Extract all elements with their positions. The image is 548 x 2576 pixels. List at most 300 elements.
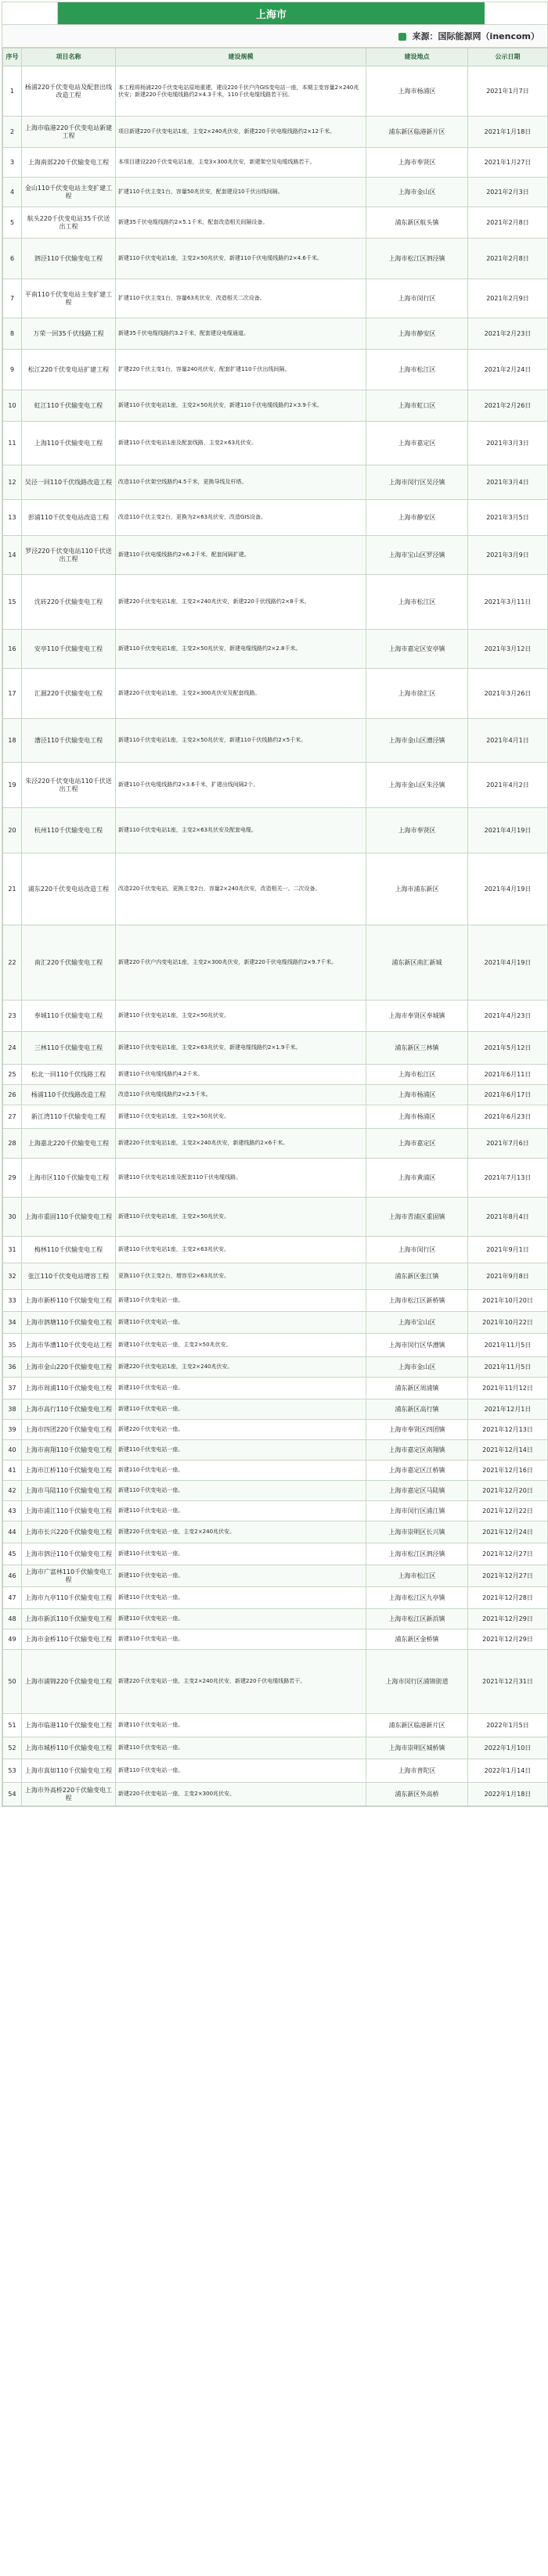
row-num-cell: 40	[3, 1440, 22, 1460]
row-name-cell: 上海市重固110千伏输变电工程	[22, 1198, 116, 1237]
row-loc-cell: 上海市徐汇区	[366, 669, 468, 719]
row-num-cell: 29	[3, 1159, 22, 1198]
row-name-cell: 三林110千伏输变电工程	[22, 1032, 116, 1065]
row-loc-cell: 上海市嘉定区	[366, 422, 468, 465]
row-name-cell: 上海市长兴220千伏输变电工程	[22, 1522, 116, 1543]
source-logo-icon	[398, 33, 406, 41]
row-date-cell: 2021年9月1日	[468, 1237, 548, 1263]
row-desc-cell: 本项目建设220千伏变电站1座，主变3×300兆伏安，新建架空及电缆线路若干。	[116, 148, 366, 178]
row-num-cell: 42	[3, 1481, 22, 1501]
row-date-cell: 2021年11月5日	[468, 1357, 548, 1378]
row-desc-cell: 新建110千伏变电站一座。	[116, 1440, 366, 1460]
row-name-cell: 浦东220千伏变电站改造工程	[22, 853, 116, 925]
row-desc-cell: 扩建110千伏主变1台，容量63兆伏安，改造相关二次设备。	[116, 279, 366, 318]
row-desc-cell: 改造110千伏电缆线路约2×2.5千米。	[116, 1085, 366, 1105]
row-date-cell: 2021年4月2日	[468, 763, 548, 808]
row-name-cell: 朱泾220千伏变电站110千伏送出工程	[22, 763, 116, 808]
row-desc-cell: 新建220千伏变电站一座，主变2×240兆伏安，新建220千伏电缆线路若干。	[116, 1650, 366, 1714]
row-name-cell: 上海市区110千伏输变电工程	[22, 1159, 116, 1198]
row-date-cell: 2021年3月12日	[468, 630, 548, 669]
row-desc-cell: 新建110千伏变电站1座，主变2×63兆伏安及配套电缆。	[116, 808, 366, 853]
col-header-num: 序号	[3, 49, 22, 66]
row-desc-cell: 新建110千伏变电站一座。	[116, 1565, 366, 1587]
row-name-cell: 上海市高行110千伏输变电工程	[22, 1399, 116, 1420]
row-desc-cell: 新建110千伏变电站1座，主变2×50兆伏安，新建电缆线路约2×2.8千米。	[116, 630, 366, 669]
table-row	[3, 1085, 548, 1105]
table-row	[3, 239, 548, 279]
row-name-cell: 金山110千伏变电站主变扩建工程	[22, 178, 116, 207]
row-name-cell: 罗泾220千伏变电站110千伏送出工程	[22, 536, 116, 575]
row-date-cell: 2021年10月22日	[468, 1312, 548, 1334]
row-name-cell: 沈砖220千伏输变电工程	[22, 575, 116, 630]
row-name-cell: 新江湾110千伏输变电工程	[22, 1105, 116, 1129]
row-desc-cell: 新建110千伏变电站一座。	[116, 1759, 366, 1783]
row-name-cell: 杨浦110千伏线路改造工程	[22, 1085, 116, 1105]
row-date-cell: 2022年1月5日	[468, 1714, 548, 1737]
row-desc-cell: 新建110千伏变电站1座，主变2×63兆伏安，新建电缆线路约2×1.9千米。	[116, 1032, 366, 1065]
row-desc-cell: 新建110千伏变电站一座，主变2×50兆伏安。	[116, 1334, 366, 1357]
table-row	[3, 763, 548, 808]
row-name-cell: 上海市真如110千伏输变电工程	[22, 1759, 116, 1783]
row-desc-cell: 新建220千伏户内变电站1座，主变2×300兆伏安，新建220千伏电缆线路约2×9.7千米。	[116, 925, 366, 1001]
row-loc-cell: 上海市金山区朱泾镇	[366, 763, 468, 808]
header-bar	[2, 2, 547, 25]
row-date-cell: 2021年2月8日	[468, 207, 548, 239]
row-date-cell: 2021年2月26日	[468, 390, 548, 422]
row-num-cell: 35	[3, 1334, 22, 1357]
row-loc-cell: 上海市闵行区浦江镇	[366, 1501, 468, 1522]
table-row	[3, 1357, 548, 1378]
row-date-cell: 2021年6月11日	[468, 1065, 548, 1085]
row-num-cell: 34	[3, 1312, 22, 1334]
col-header-loc: 建设地点	[366, 49, 468, 66]
row-name-cell: 平南110千伏变电站主变扩建工程	[22, 279, 116, 318]
row-date-cell: 2022年1月18日	[468, 1783, 548, 1806]
row-desc-cell: 新建110千伏电缆线路约2×6.2千米，配套间隔扩建。	[116, 536, 366, 575]
row-name-cell: 安亭110千伏输变电工程	[22, 630, 116, 669]
row-name-cell: 松江220千伏变电站扩建工程	[22, 350, 116, 390]
row-loc-cell: 上海市松江区泗泾镇	[366, 1543, 468, 1565]
row-date-cell: 2021年8月4日	[468, 1198, 548, 1237]
row-date-cell: 2021年12月22日	[468, 1501, 548, 1522]
table-row	[3, 1522, 548, 1543]
row-date-cell: 2021年5月12日	[468, 1032, 548, 1065]
row-name-cell: 上海110千伏输变电工程	[22, 422, 116, 465]
row-desc-cell: 新建220千伏变电站1座，主变2×240兆伏安。	[116, 1357, 366, 1378]
table-row	[3, 1105, 548, 1129]
row-desc-cell: 新建110千伏变电站1座，主变2×50兆伏安，新建110千伏线路约2×5千米。	[116, 719, 366, 763]
row-name-cell: 梅林110千伏输变电工程	[22, 1237, 116, 1263]
row-desc-cell: 新建110千伏变电站1座，主变2×50兆伏安，新建110千伏电缆线路约2×4.6千米。	[116, 239, 366, 279]
row-desc-cell: 新建110千伏电缆线路约4.2千米。	[116, 1065, 366, 1085]
table-row	[3, 1759, 548, 1783]
row-num-cell: 39	[3, 1420, 22, 1440]
row-date-cell: 2021年1月18日	[468, 117, 548, 148]
row-desc-cell: 新建110千伏变电站一座。	[116, 1737, 366, 1759]
row-desc-cell: 新建110千伏变电站1座及配套110千伏电缆线路。	[116, 1159, 366, 1198]
row-date-cell: 2021年2月23日	[468, 318, 548, 350]
row-num-cell: 10	[3, 390, 22, 422]
row-num-cell: 17	[3, 669, 22, 719]
row-name-cell: 上海市泗泾110千伏输变电工程	[22, 1543, 116, 1565]
row-loc-cell: 上海市嘉定区江桥镇	[366, 1460, 468, 1481]
row-name-cell: 张江110千伏变电站增容工程	[22, 1263, 116, 1290]
row-loc-cell: 浦东新区航头镇	[366, 207, 468, 239]
table-row	[3, 1065, 548, 1085]
row-name-cell: 航头220千伏变电站35千伏送出工程	[22, 207, 116, 239]
row-desc-cell: 新建110千伏变电站一座。	[116, 1481, 366, 1501]
row-loc-cell: 浦东新区临港新片区	[366, 1714, 468, 1737]
row-date-cell: 2021年3月11日	[468, 575, 548, 630]
table-row	[3, 1198, 548, 1237]
row-desc-cell: 新建110千伏变电站一座。	[116, 1290, 366, 1312]
row-date-cell: 2021年3月26日	[468, 669, 548, 719]
row-num-cell: 9	[3, 350, 22, 390]
row-loc-cell: 上海市金山区漕泾镇	[366, 719, 468, 763]
table-row	[3, 1565, 548, 1587]
row-num-cell: 21	[3, 853, 22, 925]
row-loc-cell: 上海市闵行区吴泾镇	[366, 465, 468, 500]
row-desc-cell: 新建35千伏电缆线路约2×5.1千米，配套改造相关间隔设备。	[116, 207, 366, 239]
row-date-cell: 2021年4月19日	[468, 808, 548, 853]
row-date-cell: 2021年2月8日	[468, 239, 548, 279]
table-row	[3, 536, 548, 575]
table-row	[3, 279, 548, 318]
row-desc-cell: 新建110千伏变电站一座。	[116, 1501, 366, 1522]
row-date-cell: 2021年12月24日	[468, 1522, 548, 1543]
row-name-cell: 上海市四团220千伏输变电工程	[22, 1420, 116, 1440]
table-row	[3, 1609, 548, 1629]
row-loc-cell: 上海市闵行区华漕镇	[366, 1334, 468, 1357]
table-row	[3, 148, 548, 178]
row-loc-cell: 上海市闵行区	[366, 279, 468, 318]
table-row	[3, 318, 548, 350]
row-date-cell: 2021年12月29日	[468, 1629, 548, 1650]
row-num-cell: 36	[3, 1357, 22, 1378]
row-name-cell: 上海市广富林110千伏输变电工程	[22, 1565, 116, 1587]
row-num-cell: 6	[3, 239, 22, 279]
row-num-cell: 18	[3, 719, 22, 763]
row-date-cell: 2021年12月16日	[468, 1460, 548, 1481]
table-row	[3, 1399, 548, 1420]
row-name-cell: 上海市临港110千伏输变电工程	[22, 1714, 116, 1737]
row-num-cell: 46	[3, 1565, 22, 1587]
row-date-cell: 2021年6月23日	[468, 1105, 548, 1129]
row-num-cell: 5	[3, 207, 22, 239]
row-num-cell: 12	[3, 465, 22, 500]
row-num-cell: 24	[3, 1032, 22, 1065]
row-num-cell: 41	[3, 1460, 22, 1481]
row-date-cell: 2021年4月19日	[468, 853, 548, 925]
row-name-cell: 杨浦220千伏变电站及配套出线改造工程	[22, 66, 116, 117]
row-desc-cell: 改造110千伏架空线路约4.5千米，更换导线及杆塔。	[116, 465, 366, 500]
row-desc-cell: 新建220千伏变电站一座。	[116, 1420, 366, 1440]
row-desc-cell: 扩建220千伏主变1台，容量240兆伏安，配套扩建110千伏出线间隔。	[116, 350, 366, 390]
row-name-cell: 上海市新浜110千伏输变电工程	[22, 1609, 116, 1629]
row-loc-cell: 浦东新区高行镇	[366, 1399, 468, 1420]
table-row	[3, 1440, 548, 1460]
table-row	[3, 669, 548, 719]
row-loc-cell: 上海市松江区九亭镇	[366, 1587, 468, 1609]
row-num-cell: 26	[3, 1085, 22, 1105]
row-date-cell: 2021年3月9日	[468, 536, 548, 575]
row-date-cell: 2021年11月12日	[468, 1378, 548, 1399]
row-date-cell: 2021年10月20日	[468, 1290, 548, 1312]
row-loc-cell: 上海市嘉定区安亭镇	[366, 630, 468, 669]
row-desc-cell: 新建110千伏变电站一座。	[116, 1378, 366, 1399]
row-num-cell: 23	[3, 1001, 22, 1032]
row-desc-cell: 本工程将杨浦220千伏变电站原地重建，建设220千伏户内GIS变电站一座，本期主变容量2×240兆伏安；新建220千伏电缆线路约2×4.3千米，110千伏电缆线路若干回。	[116, 66, 366, 117]
row-desc-cell: 新建220千伏变电站1座，主变2×300兆伏安及配套线路。	[116, 669, 366, 719]
col-header-name: 项目名称	[22, 49, 116, 66]
table-row	[3, 1378, 548, 1399]
row-desc-cell: 新建110千伏变电站一座。	[116, 1714, 366, 1737]
table-row	[3, 1714, 548, 1737]
table-row	[3, 1263, 548, 1290]
row-loc-cell: 上海市金山区	[366, 178, 468, 207]
table-row	[3, 630, 548, 669]
row-desc-cell: 新建110千伏变电站一座。	[116, 1609, 366, 1629]
row-loc-cell: 上海市黄浦区	[366, 1159, 468, 1198]
row-date-cell: 2021年1月7日	[468, 66, 548, 117]
table-row	[3, 1501, 548, 1522]
table-row	[3, 853, 548, 925]
table-row	[3, 1159, 548, 1198]
row-loc-cell: 上海市嘉定区	[366, 1129, 468, 1159]
row-loc-cell: 浦东新区周浦镇	[366, 1378, 468, 1399]
row-loc-cell: 上海市奉贤区	[366, 808, 468, 853]
row-loc-cell: 上海市普陀区	[366, 1759, 468, 1783]
row-desc-cell: 新建110千伏变电站1座，主变2×50兆伏安。	[116, 1001, 366, 1032]
row-num-cell: 52	[3, 1737, 22, 1759]
page-title: 上海市	[58, 2, 485, 24]
row-loc-cell: 上海市松江区	[366, 575, 468, 630]
row-num-cell: 25	[3, 1065, 22, 1085]
row-desc-cell: 新建220千伏变电站1座，主变2×240兆伏安，新建220千伏线路约2×8千米。	[116, 575, 366, 630]
row-date-cell: 2021年12月27日	[468, 1565, 548, 1587]
row-num-cell: 33	[3, 1290, 22, 1312]
table-row	[3, 1481, 548, 1501]
row-loc-cell: 上海市松江区新浜镇	[366, 1609, 468, 1629]
table-row	[3, 719, 548, 763]
row-desc-cell: 扩建110千伏主变1台，容量50兆伏安，配套建设10千伏出线间隔。	[116, 178, 366, 207]
table-row	[3, 350, 548, 390]
row-desc-cell: 新建110千伏变电站1座，主变2×50兆伏安。	[116, 1105, 366, 1129]
row-desc-cell: 新建110千伏变电站一座。	[116, 1629, 366, 1650]
row-num-cell: 45	[3, 1543, 22, 1565]
row-loc-cell: 浦东新区金桥镇	[366, 1629, 468, 1650]
table-row	[3, 1312, 548, 1334]
row-desc-cell: 新建110千伏变电站一座。	[116, 1587, 366, 1609]
row-loc-cell: 上海市崇明区城桥镇	[366, 1737, 468, 1759]
row-date-cell: 2021年2月3日	[468, 178, 548, 207]
row-loc-cell: 上海市静安区	[366, 318, 468, 350]
table-row	[3, 1460, 548, 1481]
row-num-cell: 20	[3, 808, 22, 853]
row-date-cell: 2021年7月13日	[468, 1159, 548, 1198]
row-num-cell: 30	[3, 1198, 22, 1237]
row-date-cell: 2021年12月27日	[468, 1543, 548, 1565]
row-desc-cell: 更换110千伏主变2台，增容至2×63兆伏安。	[116, 1263, 366, 1290]
row-loc-cell: 上海市浦东新区	[366, 853, 468, 925]
table-row	[3, 178, 548, 207]
row-desc-cell: 新建220千伏变电站一座，主变2×300兆伏安。	[116, 1783, 366, 1806]
row-desc-cell: 新建110千伏变电站1座，主变2×50兆伏安。	[116, 1198, 366, 1237]
row-name-cell: 上海市城桥110千伏输变电工程	[22, 1737, 116, 1759]
table-header-row	[3, 49, 548, 66]
row-loc-cell: 上海市松江区	[366, 350, 468, 390]
row-desc-cell: 新建35千伏电缆线路约3.2千米，配套建设电缆通道。	[116, 318, 366, 350]
row-date-cell: 2021年12月29日	[468, 1609, 548, 1629]
row-desc-cell: 新建220千伏变电站1座，主变2×240兆伏安，新建线路约2×6千米。	[116, 1129, 366, 1159]
table-row	[3, 1629, 548, 1650]
row-name-cell: 吴泾一回110千伏线路改造工程	[22, 465, 116, 500]
row-loc-cell: 浦东新区三林镇	[366, 1032, 468, 1065]
row-desc-cell: 新建110千伏变电站一座。	[116, 1543, 366, 1565]
row-loc-cell: 上海市杨浦区	[366, 1105, 468, 1129]
table-row	[3, 117, 548, 148]
row-desc-cell: 新建110千伏变电站一座。	[116, 1312, 366, 1334]
row-name-cell: 上海市南翔110千伏输变电工程	[22, 1440, 116, 1460]
table-body	[3, 66, 548, 1806]
row-name-cell: 上海市金桥110千伏输变电工程	[22, 1629, 116, 1650]
row-num-cell: 38	[3, 1399, 22, 1420]
row-date-cell: 2021年12月20日	[468, 1481, 548, 1501]
row-date-cell: 2022年1月10日	[468, 1737, 548, 1759]
row-num-cell: 19	[3, 763, 22, 808]
row-desc-cell: 新建110千伏变电站1座，主变2×63兆伏安。	[116, 1237, 366, 1263]
row-num-cell: 54	[3, 1783, 22, 1806]
row-date-cell: 2021年3月4日	[468, 465, 548, 500]
row-name-cell: 上海市周浦110千伏输变电工程	[22, 1378, 116, 1399]
row-name-cell: 上海市金山220千伏输变电工程	[22, 1357, 116, 1378]
row-date-cell: 2021年12月31日	[468, 1650, 548, 1714]
table-row	[3, 207, 548, 239]
row-loc-cell: 上海市奉贤区四团镇	[366, 1420, 468, 1440]
row-num-cell: 4	[3, 178, 22, 207]
row-num-cell: 22	[3, 925, 22, 1001]
row-num-cell: 51	[3, 1714, 22, 1737]
row-date-cell: 2021年3月5日	[468, 500, 548, 536]
row-desc-cell: 新建110千伏变电站一座。	[116, 1399, 366, 1420]
row-num-cell: 7	[3, 279, 22, 318]
row-name-cell: 漕泾110千伏输变电工程	[22, 719, 116, 763]
table-row	[3, 1783, 548, 1806]
row-name-cell: 上海市临港220千伏变电站新建工程	[22, 117, 116, 148]
table-row	[3, 390, 548, 422]
row-num-cell: 47	[3, 1587, 22, 1609]
row-num-cell: 43	[3, 1501, 22, 1522]
table-row	[3, 925, 548, 1001]
row-date-cell: 2021年12月28日	[468, 1587, 548, 1609]
row-loc-cell: 上海市宝山区罗泾镇	[366, 536, 468, 575]
row-num-cell: 28	[3, 1129, 22, 1159]
row-loc-cell: 上海市松江区泗泾镇	[366, 239, 468, 279]
row-desc-cell: 改造110千伏主变2台，更换为2×63兆伏安，改造GIS设备。	[116, 500, 366, 536]
row-desc-cell: 新建110千伏电缆线路约2×3.6千米，扩建出线间隔2个。	[116, 763, 366, 808]
row-num-cell: 48	[3, 1609, 22, 1629]
row-date-cell: 2021年6月17日	[468, 1085, 548, 1105]
row-date-cell: 2021年12月1日	[468, 1399, 548, 1420]
row-loc-cell: 上海市青浦区重固镇	[366, 1198, 468, 1237]
row-loc-cell: 上海市嘉定区南翔镇	[366, 1440, 468, 1460]
row-name-cell: 上海嘉北220千伏输变电工程	[22, 1129, 116, 1159]
row-loc-cell: 浦东新区外高桥	[366, 1783, 468, 1806]
row-date-cell: 2021年7月6日	[468, 1129, 548, 1159]
table-row	[3, 1737, 548, 1759]
col-header-date: 公示日期	[468, 49, 548, 66]
row-loc-cell: 上海市崇明区长兴镇	[366, 1522, 468, 1543]
row-num-cell: 31	[3, 1237, 22, 1263]
table-row	[3, 1237, 548, 1263]
row-date-cell: 2021年1月27日	[468, 148, 548, 178]
table-row	[3, 1587, 548, 1609]
row-loc-cell: 上海市静安区	[366, 500, 468, 536]
row-name-cell: 上海市浦江110千伏输变电工程	[22, 1501, 116, 1522]
row-name-cell: 上海市浦锦220千伏输变电工程	[22, 1650, 116, 1714]
row-name-cell: 上海市江桥110千伏输变电工程	[22, 1460, 116, 1481]
source-text: 来源：国际能源网（inencom）	[412, 31, 539, 41]
row-date-cell: 2021年9月8日	[468, 1263, 548, 1290]
project-table	[2, 48, 548, 1806]
row-num-cell: 49	[3, 1629, 22, 1650]
row-name-cell: 上海市华漕110千伏变电站工程	[22, 1334, 116, 1357]
row-name-cell: 上海市外高桥220千伏输变电工程	[22, 1783, 116, 1806]
row-num-cell: 27	[3, 1105, 22, 1129]
row-loc-cell: 上海市杨浦区	[366, 1085, 468, 1105]
row-loc-cell: 上海市虹口区	[366, 390, 468, 422]
row-name-cell: 上海南部220千伏输变电工程	[22, 148, 116, 178]
row-num-cell: 16	[3, 630, 22, 669]
row-loc-cell: 上海市金山区	[366, 1357, 468, 1378]
row-loc-cell: 上海市奉贤区奉城镇	[366, 1001, 468, 1032]
row-name-cell: 虹江110千伏输变电工程	[22, 390, 116, 422]
row-num-cell: 1	[3, 66, 22, 117]
row-num-cell: 13	[3, 500, 22, 536]
row-desc-cell: 新建110千伏变电站1座及配套线路，主变2×63兆伏安。	[116, 422, 366, 465]
row-date-cell: 2021年12月13日	[468, 1420, 548, 1440]
row-desc-cell: 改造220千伏变电站，更换主变2台，容量2×240兆伏安，改造相关一、二次设备。	[116, 853, 366, 925]
row-name-cell: 杭州110千伏输变电工程	[22, 808, 116, 853]
row-num-cell: 15	[3, 575, 22, 630]
table-row	[3, 500, 548, 536]
row-loc-cell: 上海市松江区新桥镇	[366, 1290, 468, 1312]
row-num-cell: 53	[3, 1759, 22, 1783]
row-name-cell: 上海市马陆110千伏输变电工程	[22, 1481, 116, 1501]
row-loc-cell: 上海市松江区	[366, 1565, 468, 1587]
row-loc-cell: 上海市闵行区浦锦街道	[366, 1650, 468, 1714]
row-num-cell: 8	[3, 318, 22, 350]
row-loc-cell: 浦东新区南汇新城	[366, 925, 468, 1001]
table-row	[3, 1334, 548, 1357]
table-row	[3, 1543, 548, 1565]
header-left-cell	[2, 2, 58, 24]
row-loc-cell: 浦东新区张江镇	[366, 1263, 468, 1290]
row-loc-cell: 上海市嘉定区马陆镇	[366, 1481, 468, 1501]
table-row	[3, 1420, 548, 1440]
row-desc-cell: 新建110千伏变电站一座。	[116, 1460, 366, 1481]
row-loc-cell: 上海市闵行区	[366, 1237, 468, 1263]
table-row	[3, 1032, 548, 1065]
row-num-cell: 14	[3, 536, 22, 575]
row-date-cell: 2021年11月5日	[468, 1334, 548, 1357]
row-date-cell: 2021年2月9日	[468, 279, 548, 318]
row-num-cell: 11	[3, 422, 22, 465]
row-date-cell: 2021年4月1日	[468, 719, 548, 763]
row-num-cell: 37	[3, 1378, 22, 1399]
row-num-cell: 32	[3, 1263, 22, 1290]
row-num-cell: 3	[3, 148, 22, 178]
